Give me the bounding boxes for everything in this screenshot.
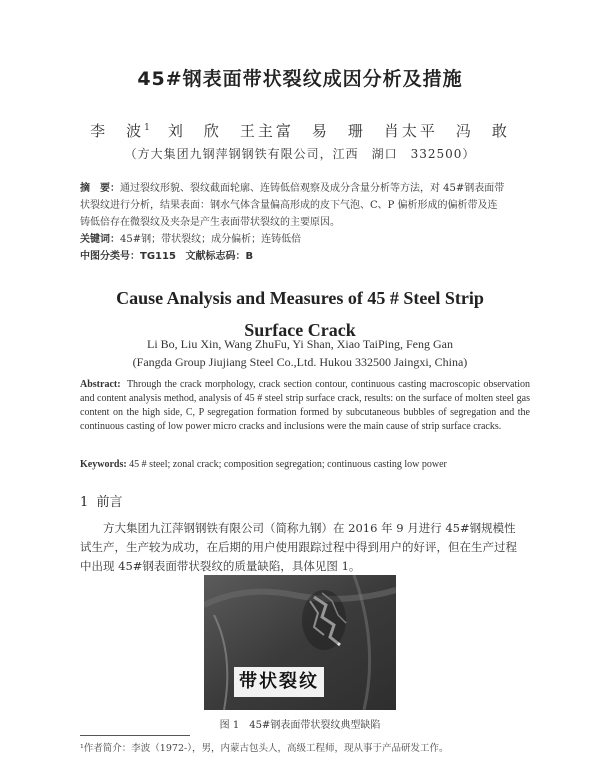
abstract-en-text: Through the crack morphology, crack section contour, continuous casting macroscopic observation and content analysis method, analysis of 45 # steel strip surface crack, results: on the surface of molten steel gas content on the high side, C, P segregation formation formed by subcutaneous bubbles of segregation and the continuous casting of low power micro cracks and inclusions were the main cause of strip surface cracks. xyxy=(80,379,530,432)
intro-paragraph: 方大集团九江萍钢钢铁有限公司（简称九钢）在 2016 年 9 月进行 45#钢规模性试生产，生产较为成功，在后期的用户使用跟踪过程中得到用户的好评，但在生产过程中出现 45#钢表面带状裂纹的质量缺陷，具体见图 1。 xyxy=(80,521,517,573)
keywords-en-label: Keywords: xyxy=(80,459,127,470)
figure-1-image xyxy=(204,575,396,710)
title-en-line-2: Surface Crack xyxy=(244,320,356,340)
author-footnote: ¹作者简介：李波（1972-），男，内蒙古包头人，高级工程师，现从事于产品研发工作。 xyxy=(80,743,449,754)
affiliation-en: (Fangda Group Jiujiang Steel Co.,Ltd. Hukou 332500 Jaingxi, China) xyxy=(132,355,468,369)
keywords-en-text: 45 # steel; zonal crack; composition segregation; continuous casting low power xyxy=(129,459,447,470)
abstract-en-label: Abstract: xyxy=(80,379,121,390)
author-first: 李 波 xyxy=(90,122,145,140)
author-superscript: 1 xyxy=(144,123,150,133)
paper-title-cn: 45#钢表面带状裂纹成因分析及措施 xyxy=(137,68,463,90)
keywords-cn: 关键词：45#钢；带状裂纹；成分偏析；连铸低倍 xyxy=(80,234,302,245)
title-en-line-1: Cause Analysis and Measures of 45 # Steel Strip xyxy=(116,288,484,308)
abstract-cn-label: 摘 要： xyxy=(80,183,120,194)
authors-cn xyxy=(0,120,600,141)
classification-cn: 中图分类号：TG115 文献标志码：B xyxy=(80,251,254,262)
section-heading-intro xyxy=(80,491,123,510)
keywords-en xyxy=(80,459,530,470)
authors-en: Li Bo, Liu Xin, Wang ZhuFu, Yi Shan, Xiao TaiPing, Feng Gan xyxy=(147,337,453,351)
authors-en-block xyxy=(0,335,600,371)
section-title: 前言 xyxy=(96,495,123,510)
keywords-cn-label: 关键词： xyxy=(80,234,120,245)
section-number: 1 xyxy=(80,495,89,510)
abstract-cn-line-2: 状裂纹进行分析，结果表面：钢水气体含量偏高形成的皮下气泡、C、P 偏析形成的偏析带及连 xyxy=(80,200,498,211)
abstract-en xyxy=(80,378,530,434)
figure-1-caption: 图 1 45#钢表面带状裂纹典型缺陷 xyxy=(219,720,381,731)
affiliation-cn: （方大集团九钢萍钢钢铁有限公司，江西 湖口 332500） xyxy=(124,147,476,161)
abstract-cn-line-3: 铸低倍存在微裂纹及夹杂是产生表面带状裂纹的主要原因。 xyxy=(80,217,340,228)
figure-1-overlay-label: 带状裂纹 xyxy=(239,671,319,692)
author-rest: 刘 欣 王主富 易 珊 肖太平 冯 敢 xyxy=(149,122,510,140)
abstract-cn-line-1: 摘 要：通过裂纹形貌、裂纹截面轮廓、连铸低倍观察及成分含量分析等方法，对 45#钢表面带 xyxy=(80,183,505,194)
footnote-divider xyxy=(80,735,190,736)
abstract-cn xyxy=(80,180,520,265)
